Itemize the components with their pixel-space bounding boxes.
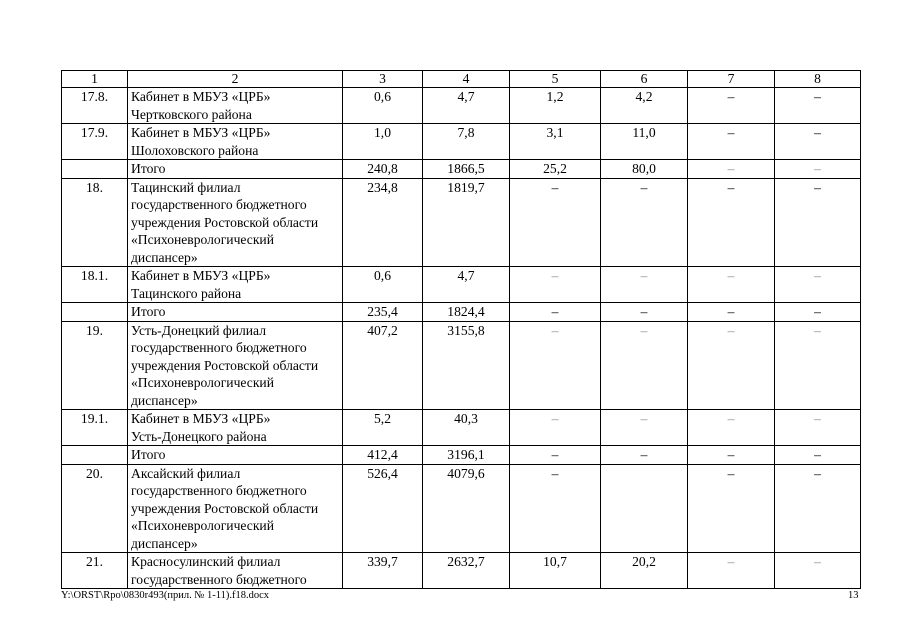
row-number-cell: 19.1.: [62, 410, 128, 446]
value-cell-col3: 0,6: [343, 88, 423, 124]
value-cell-col7: –: [688, 410, 775, 446]
value-cell-col3: 240,8: [343, 160, 423, 179]
value-cell-col5: –: [510, 464, 601, 553]
institution-name-line: Итого: [131, 304, 166, 319]
institution-name-line: Шолоховского района: [131, 142, 259, 158]
value-cell-col8: –: [775, 267, 861, 303]
institution-name-line: Усть-Донецкого района: [131, 428, 267, 444]
value-cell-col3: 234,8: [343, 178, 423, 267]
header-cell: 2: [128, 71, 343, 88]
institution-name-line: Аксайский филиал: [131, 465, 241, 481]
footer-file-path: Y:\ORST\Rpo\0830r493(прил. № 1-11).f18.docx: [61, 590, 270, 601]
institution-name-line: диспансер»: [131, 249, 198, 265]
table-row: [62, 88, 861, 124]
value-cell-col3: 407,2: [343, 321, 423, 410]
value-cell-col5: –: [510, 267, 601, 303]
value-cell-col6: –: [601, 321, 688, 410]
institution-name-line: Тацинский филиал: [131, 179, 241, 195]
table-row: [62, 446, 861, 465]
value-cell-col6: –: [601, 303, 688, 322]
value-cell-col5: –: [510, 321, 601, 410]
institution-name-line: Чертковского района: [131, 106, 252, 122]
row-number-cell: 17.9.: [62, 124, 128, 160]
row-number-cell: 18.1.: [62, 267, 128, 303]
table-row: [62, 124, 861, 160]
institution-name-line: государственного бюджетного: [131, 340, 307, 355]
table-row: [62, 160, 861, 179]
value-cell-col3: 235,4: [343, 303, 423, 322]
table-row: [62, 464, 861, 553]
value-cell-col7: –: [688, 303, 775, 322]
value-cell-col7: –: [688, 553, 775, 589]
value-cell-col3: 412,4: [343, 446, 423, 465]
row-number-cell: 19.: [62, 321, 128, 410]
table-row: [62, 178, 861, 267]
row-number-cell: 21.: [62, 553, 128, 589]
institution-name-line: учреждения Ростовской области: [131, 357, 319, 373]
header-cell: 7: [688, 71, 775, 88]
row-number-cell: 20.: [62, 464, 128, 553]
value-cell-col6: 11,0: [601, 124, 688, 160]
value-cell-col6: –: [601, 410, 688, 446]
institution-name-line: государственного бюджетного: [131, 483, 307, 498]
row-number-cell: 18.: [62, 178, 128, 267]
header-cell: 8: [775, 71, 861, 88]
row-number-cell: [62, 160, 128, 179]
value-cell-col3: 5,2: [343, 410, 423, 446]
institution-name-line: Кабинет в МБУЗ «ЦРБ»: [131, 268, 271, 283]
value-cell-col8: –: [775, 124, 861, 160]
institution-name-line: учреждения Ростовской области: [131, 214, 319, 230]
value-cell-col5: 10,7: [510, 553, 601, 589]
institution-name-line: Кабинет в МБУЗ «ЦРБ»: [131, 89, 271, 104]
value-cell-col6: 4,2: [601, 88, 688, 124]
table-row: [62, 321, 861, 410]
value-cell-col8: –: [775, 410, 861, 446]
value-cell-col5: –: [510, 410, 601, 446]
institution-name-line: диспансер»: [131, 535, 198, 551]
value-cell-col3: 339,7: [343, 553, 423, 589]
value-cell-col8: –: [775, 303, 861, 322]
value-cell-col4: 4,7: [423, 88, 510, 124]
footer-page-number: 13: [848, 590, 859, 601]
institution-name-cell: [128, 178, 343, 267]
value-cell-col6: –: [601, 178, 688, 267]
institution-name-line: Итого: [131, 161, 166, 176]
row-number-cell: [62, 303, 128, 322]
institution-name-cell: [128, 464, 343, 553]
value-cell-col3: 0,6: [343, 267, 423, 303]
data-table: [61, 70, 861, 589]
value-cell-col7: –: [688, 124, 775, 160]
table-row: [62, 553, 861, 589]
value-cell-col4: 40,3: [423, 410, 510, 446]
institution-name-cell: [128, 321, 343, 410]
value-cell-col5: 25,2: [510, 160, 601, 179]
header-row: [62, 71, 861, 88]
institution-name-cell: [128, 303, 343, 322]
institution-name-line: государственного бюджетного: [131, 197, 307, 212]
value-cell-col8: –: [775, 553, 861, 589]
institution-name-cell: [128, 553, 343, 589]
value-cell-col6: 20,2: [601, 553, 688, 589]
header-cell: 4: [423, 71, 510, 88]
value-cell-col8: –: [775, 178, 861, 267]
value-cell-col8: –: [775, 160, 861, 179]
value-cell-col8: –: [775, 321, 861, 410]
value-cell-col7: –: [688, 160, 775, 179]
institution-name-line: Усть-Донецкий филиал: [131, 322, 266, 338]
institution-name-line: учреждения Ростовской области: [131, 500, 319, 516]
institution-name-line: «Психоневрологический: [131, 518, 274, 533]
header-cell: 5: [510, 71, 601, 88]
value-cell-col4: 1824,4: [423, 303, 510, 322]
institution-name-cell: [128, 267, 343, 303]
institution-name-line: «Психоневрологический: [131, 375, 274, 390]
value-cell-col6: 80,0: [601, 160, 688, 179]
value-cell-col4: 1866,5: [423, 160, 510, 179]
value-cell-col8: –: [775, 88, 861, 124]
table-row: [62, 267, 861, 303]
value-cell-col8: –: [775, 446, 861, 465]
value-cell-col6: –: [601, 446, 688, 465]
institution-name-cell: [128, 160, 343, 179]
table-row: [62, 303, 861, 322]
value-cell-col4: 2632,7: [423, 553, 510, 589]
table-row: [62, 410, 861, 446]
value-cell-col4: 1819,7: [423, 178, 510, 267]
institution-name-line: Тацинского района: [131, 285, 242, 301]
institution-name-line: Итого: [131, 447, 166, 462]
row-number-cell: [62, 446, 128, 465]
value-cell-col6: [601, 464, 688, 553]
institution-name-line: Кабинет в МБУЗ «ЦРБ»: [131, 411, 271, 426]
header-cell: 6: [601, 71, 688, 88]
value-cell-col5: –: [510, 446, 601, 465]
institution-name-line: Красносулинский филиал: [131, 554, 281, 569]
value-cell-col4: 7,8: [423, 124, 510, 160]
value-cell-col7: –: [688, 267, 775, 303]
institution-name-cell: [128, 446, 343, 465]
header-cell: 1: [62, 71, 128, 88]
value-cell-col5: –: [510, 303, 601, 322]
institution-name-cell: [128, 88, 343, 124]
institution-name-cell: [128, 410, 343, 446]
value-cell-col5: –: [510, 178, 601, 267]
institution-name-cell: [128, 124, 343, 160]
institution-name-line: Кабинет в МБУЗ «ЦРБ»: [131, 125, 271, 140]
value-cell-col5: 1,2: [510, 88, 601, 124]
value-cell-col6: –: [601, 267, 688, 303]
institution-name-line: государственного бюджетного: [131, 571, 307, 587]
value-cell-col3: 1,0: [343, 124, 423, 160]
institution-name-line: «Психоневрологический: [131, 232, 274, 247]
value-cell-col3: 526,4: [343, 464, 423, 553]
value-cell-col7: –: [688, 464, 775, 553]
value-cell-col7: –: [688, 321, 775, 410]
value-cell-col4: 3196,1: [423, 446, 510, 465]
institution-name-line: диспансер»: [131, 392, 198, 408]
value-cell-col4: 4,7: [423, 267, 510, 303]
value-cell-col4: 3155,8: [423, 321, 510, 410]
header-cell: 3: [343, 71, 423, 88]
row-number-cell: 17.8.: [62, 88, 128, 124]
value-cell-col7: –: [688, 178, 775, 267]
value-cell-col4: 4079,6: [423, 464, 510, 553]
value-cell-col7: –: [688, 446, 775, 465]
value-cell-col7: –: [688, 88, 775, 124]
value-cell-col8: –: [775, 464, 861, 553]
value-cell-col5: 3,1: [510, 124, 601, 160]
